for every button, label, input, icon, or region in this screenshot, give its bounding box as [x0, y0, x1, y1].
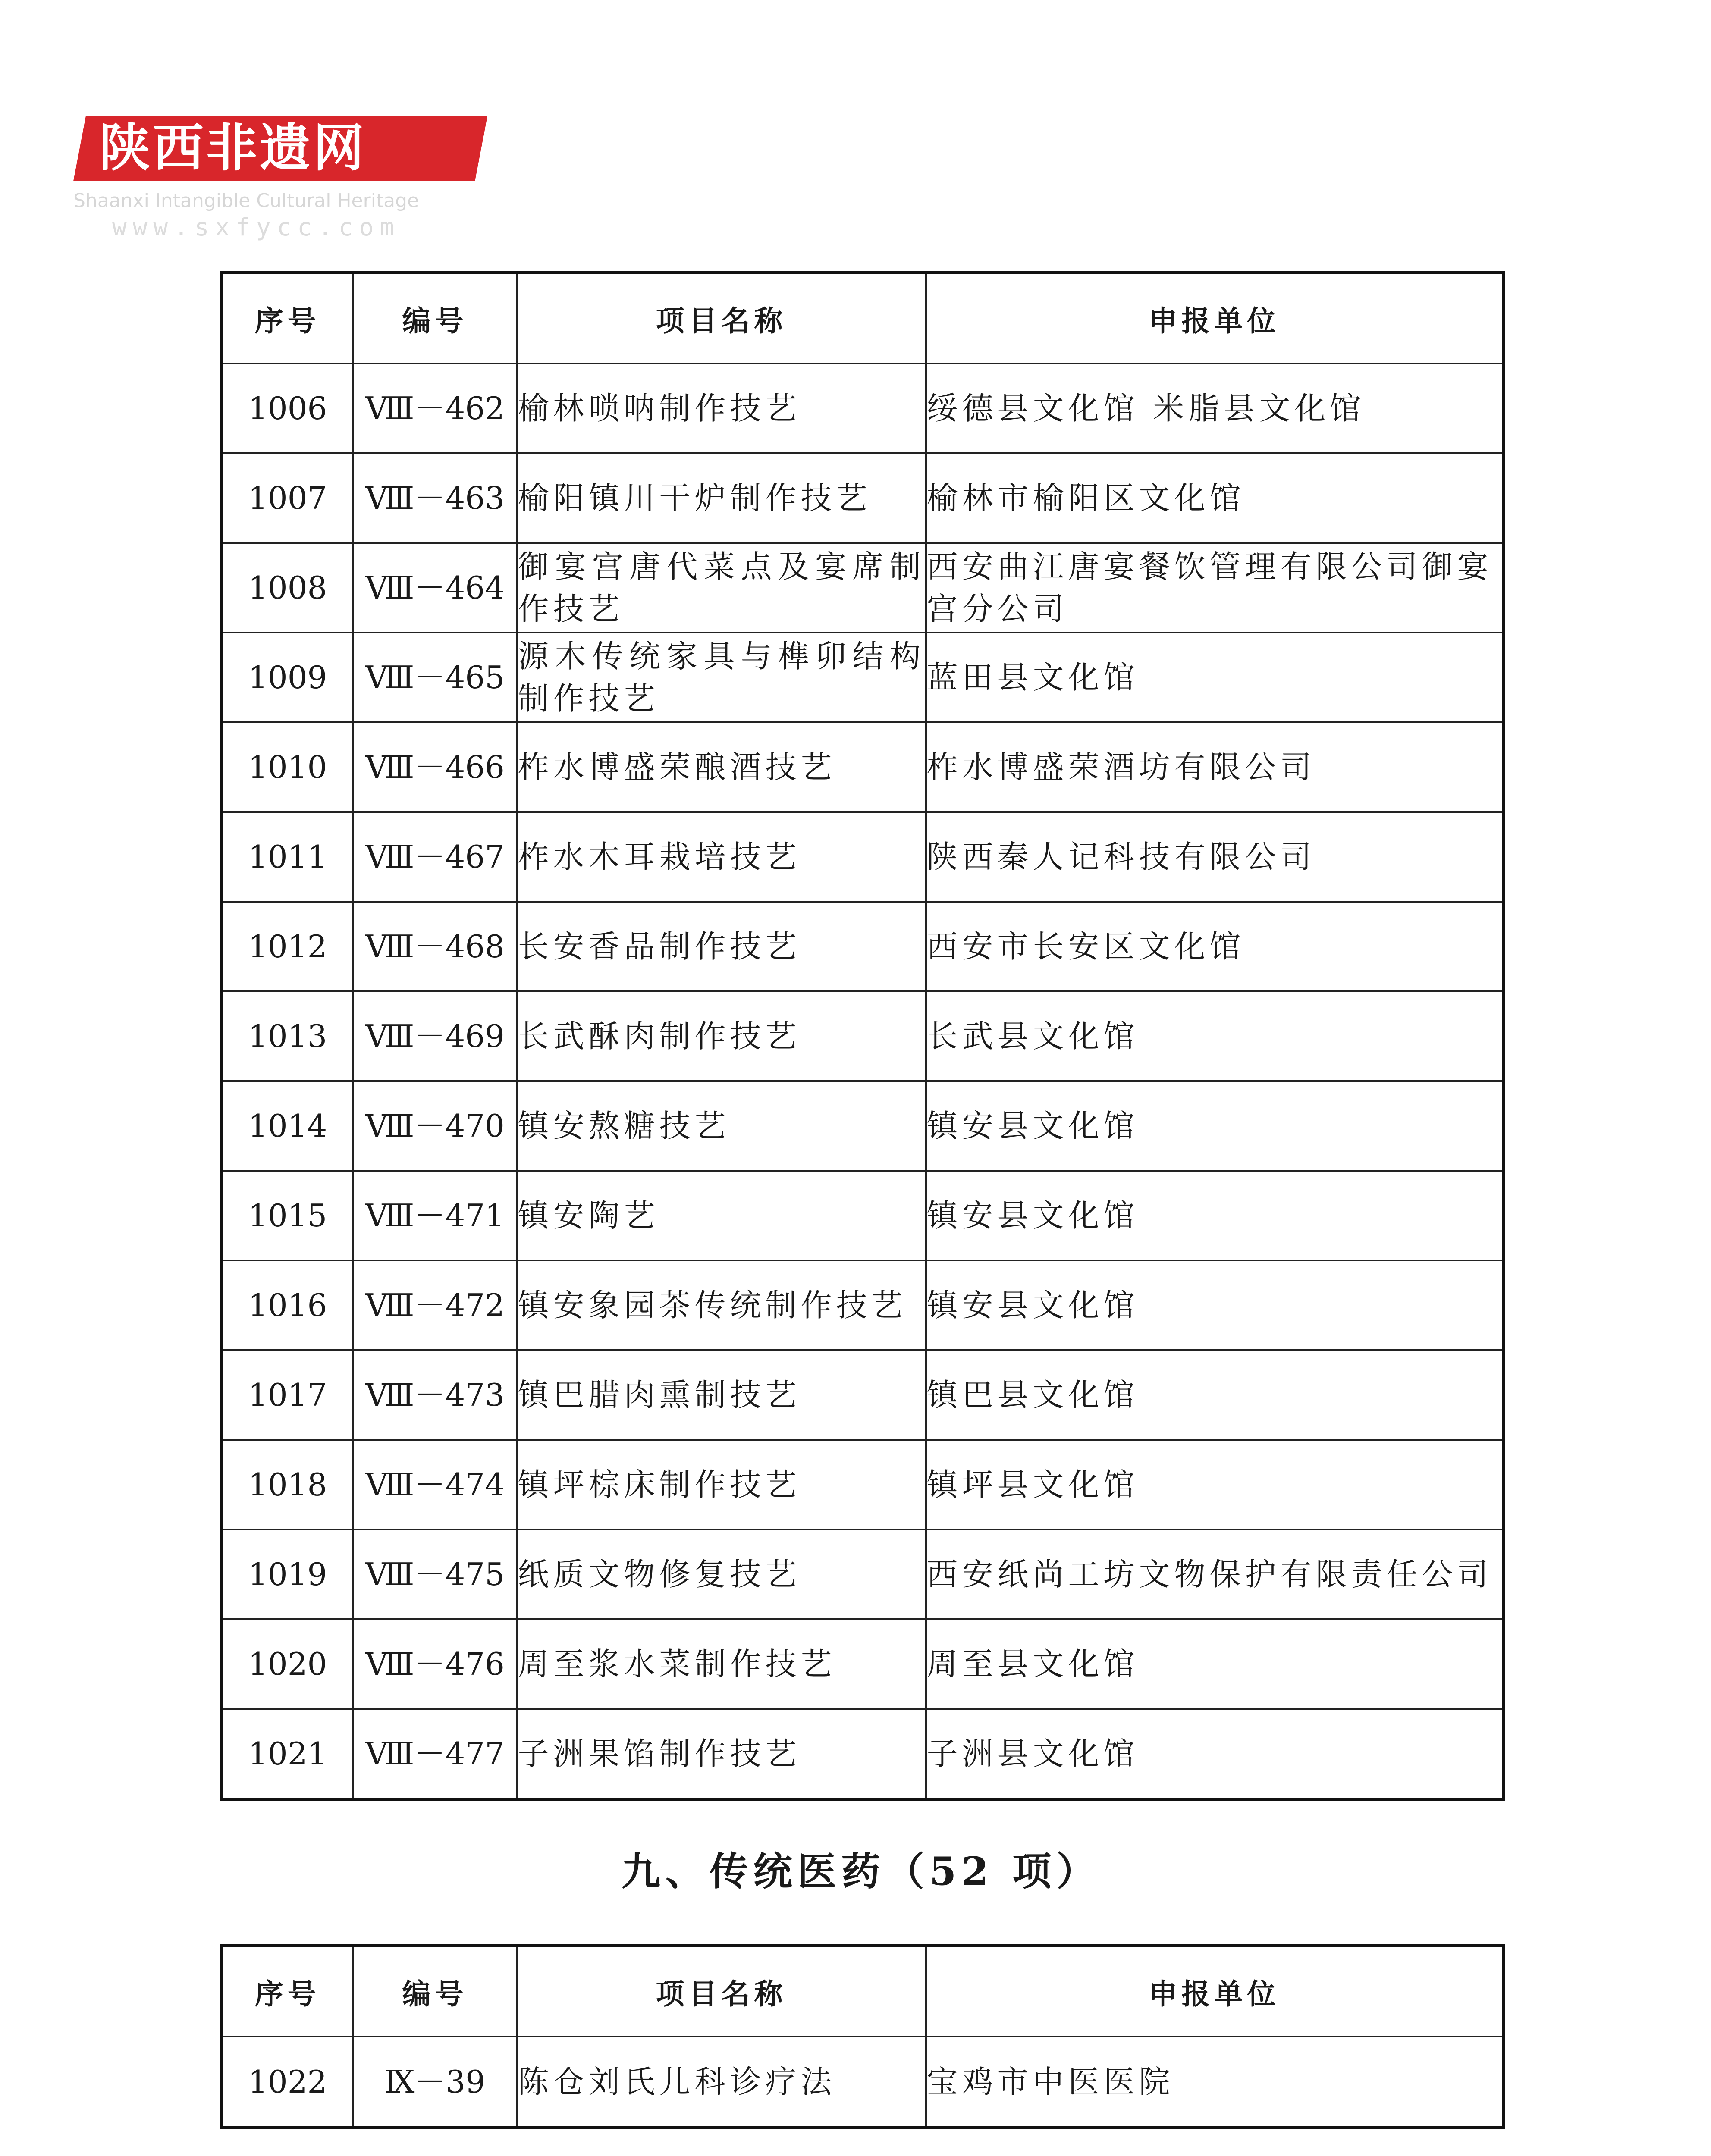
cell-name: 镇坪棕床制作技艺 [517, 1440, 926, 1529]
cell-seq: 1006 [222, 364, 353, 453]
cell-code: Ⅷ－462 [353, 364, 517, 453]
cell-code: Ⅷ－467 [353, 812, 517, 902]
cell-code: Ⅷ－474 [353, 1440, 517, 1529]
cell-seq: 1020 [222, 1619, 353, 1709]
cell-unit: 西安曲江唐宴餐饮管理有限公司御宴宫分公司 [926, 543, 1504, 633]
cell-unit: 宝鸡市中医医院 [926, 2037, 1504, 2128]
cell-code: Ⅷ－466 [353, 722, 517, 812]
table-row [222, 1440, 1504, 1529]
cell-unit: 柞水博盛荣酒坊有限公司 [926, 722, 1504, 812]
cell-seq: 1019 [222, 1529, 353, 1619]
cell-seq: 1010 [222, 722, 353, 812]
cell-name: 御宴宫唐代菜点及宴席制作技艺 [517, 543, 926, 633]
cell-unit: 镇巴县文化馆 [926, 1350, 1504, 1440]
cell-code: Ⅷ－468 [353, 902, 517, 991]
cell-name: 镇安象园茶传统制作技艺 [517, 1260, 926, 1350]
cell-seq: 1014 [222, 1081, 353, 1171]
cell-name: 纸质文物修复技艺 [517, 1529, 926, 1619]
cell-unit: 镇坪县文化馆 [926, 1440, 1504, 1529]
cell-name: 柞水木耳栽培技艺 [517, 812, 926, 902]
table-row [222, 543, 1504, 633]
header-code: 编号 [353, 1946, 517, 2037]
cell-code: Ⅷ－464 [353, 543, 517, 633]
table-row [222, 902, 1504, 991]
table-header-row [222, 1946, 1504, 2037]
table-row [222, 453, 1504, 543]
cell-seq: 1011 [222, 812, 353, 902]
table-row [222, 991, 1504, 1081]
cell-code: Ⅷ－469 [353, 991, 517, 1081]
cell-code: Ⅸ－39 [353, 2037, 517, 2128]
section-title: 九、传统医药（52 项） [621, 1849, 1101, 1894]
table-row [222, 1529, 1504, 1619]
table-row [222, 812, 1504, 902]
cell-seq: 1015 [222, 1171, 353, 1260]
cell-seq: 1016 [222, 1260, 353, 1350]
cell-seq: 1021 [222, 1709, 353, 1799]
cell-unit: 绥德县文化馆 米脂县文化馆 [926, 364, 1504, 453]
cell-unit: 长武县文化馆 [926, 991, 1504, 1081]
table-row [222, 1260, 1504, 1350]
table-row [222, 633, 1504, 722]
cell-name: 柞水博盛荣酿酒技艺 [517, 722, 926, 812]
cell-seq: 1009 [222, 633, 353, 722]
cell-name: 长武酥肉制作技艺 [517, 991, 926, 1081]
logo-url: www.sxfycc.com [112, 213, 401, 241]
cell-unit: 镇安县文化馆 [926, 1081, 1504, 1171]
cell-code: Ⅷ－471 [353, 1171, 517, 1260]
logo-title: 陕西非遗网 [99, 118, 367, 178]
cell-code: Ⅷ－477 [353, 1709, 517, 1799]
cell-unit: 蓝田县文化馆 [926, 633, 1504, 722]
cell-seq: 1017 [222, 1350, 353, 1440]
cell-code: Ⅷ－470 [353, 1081, 517, 1171]
cell-code: Ⅷ－473 [353, 1350, 517, 1440]
header-name: 项目名称 [517, 273, 926, 364]
table-row [222, 364, 1504, 453]
cell-unit: 西安纸尚工坊文物保护有限责任公司 [926, 1529, 1504, 1619]
cell-name: 镇安熬糖技艺 [517, 1081, 926, 1171]
site-logo [73, 116, 496, 246]
table-row [222, 722, 1504, 812]
cell-name: 长安香品制作技艺 [517, 902, 926, 991]
table-row [222, 1619, 1504, 1709]
header-seq: 序号 [222, 1946, 353, 2037]
cell-name: 镇安陶艺 [517, 1171, 926, 1260]
header-name: 项目名称 [517, 1946, 926, 2037]
cell-unit: 周至县文化馆 [926, 1619, 1504, 1709]
heritage-table-medicine [220, 1944, 1505, 2129]
cell-seq: 1007 [222, 453, 353, 543]
cell-unit: 榆林市榆阳区文化馆 [926, 453, 1504, 543]
header-code: 编号 [353, 273, 517, 364]
cell-seq: 1008 [222, 543, 353, 633]
cell-seq: 1012 [222, 902, 353, 991]
cell-code: Ⅷ－465 [353, 633, 517, 722]
cell-seq: 1013 [222, 991, 353, 1081]
cell-unit: 陕西秦人记科技有限公司 [926, 812, 1504, 902]
cell-code: Ⅷ－472 [353, 1260, 517, 1350]
table-row [222, 1081, 1504, 1171]
table-row [222, 1350, 1504, 1440]
cell-unit: 子洲县文化馆 [926, 1709, 1504, 1799]
cell-name: 镇巴腊肉熏制技艺 [517, 1350, 926, 1440]
heritage-table-main [220, 271, 1505, 1801]
cell-unit: 西安市长安区文化馆 [926, 902, 1504, 991]
header-unit: 申报单位 [926, 1946, 1504, 2037]
logo-subtitle: Shaanxi Intangible Cultural Heritage [73, 190, 419, 212]
cell-code: Ⅷ－463 [353, 453, 517, 543]
table-row [222, 1171, 1504, 1260]
cell-code: Ⅷ－476 [353, 1619, 517, 1709]
cell-name: 榆林唢呐制作技艺 [517, 364, 926, 453]
cell-code: Ⅷ－475 [353, 1529, 517, 1619]
cell-unit: 镇安县文化馆 [926, 1260, 1504, 1350]
cell-unit: 镇安县文化馆 [926, 1171, 1504, 1260]
cell-name: 陈仓刘氏儿科诊疗法 [517, 2037, 926, 2128]
cell-seq: 1018 [222, 1440, 353, 1529]
cell-name: 子洲果馅制作技艺 [517, 1709, 926, 1799]
header-unit: 申报单位 [926, 273, 1504, 364]
cell-name: 周至浆水菜制作技艺 [517, 1619, 926, 1709]
table-row [222, 2037, 1504, 2128]
cell-seq: 1022 [222, 2037, 353, 2128]
table-row [222, 1709, 1504, 1799]
header-seq: 序号 [222, 273, 353, 364]
table-header-row [222, 273, 1504, 364]
cell-name: 源木传统家具与榫卯结构制作技艺 [517, 633, 926, 722]
cell-name: 榆阳镇川干炉制作技艺 [517, 453, 926, 543]
